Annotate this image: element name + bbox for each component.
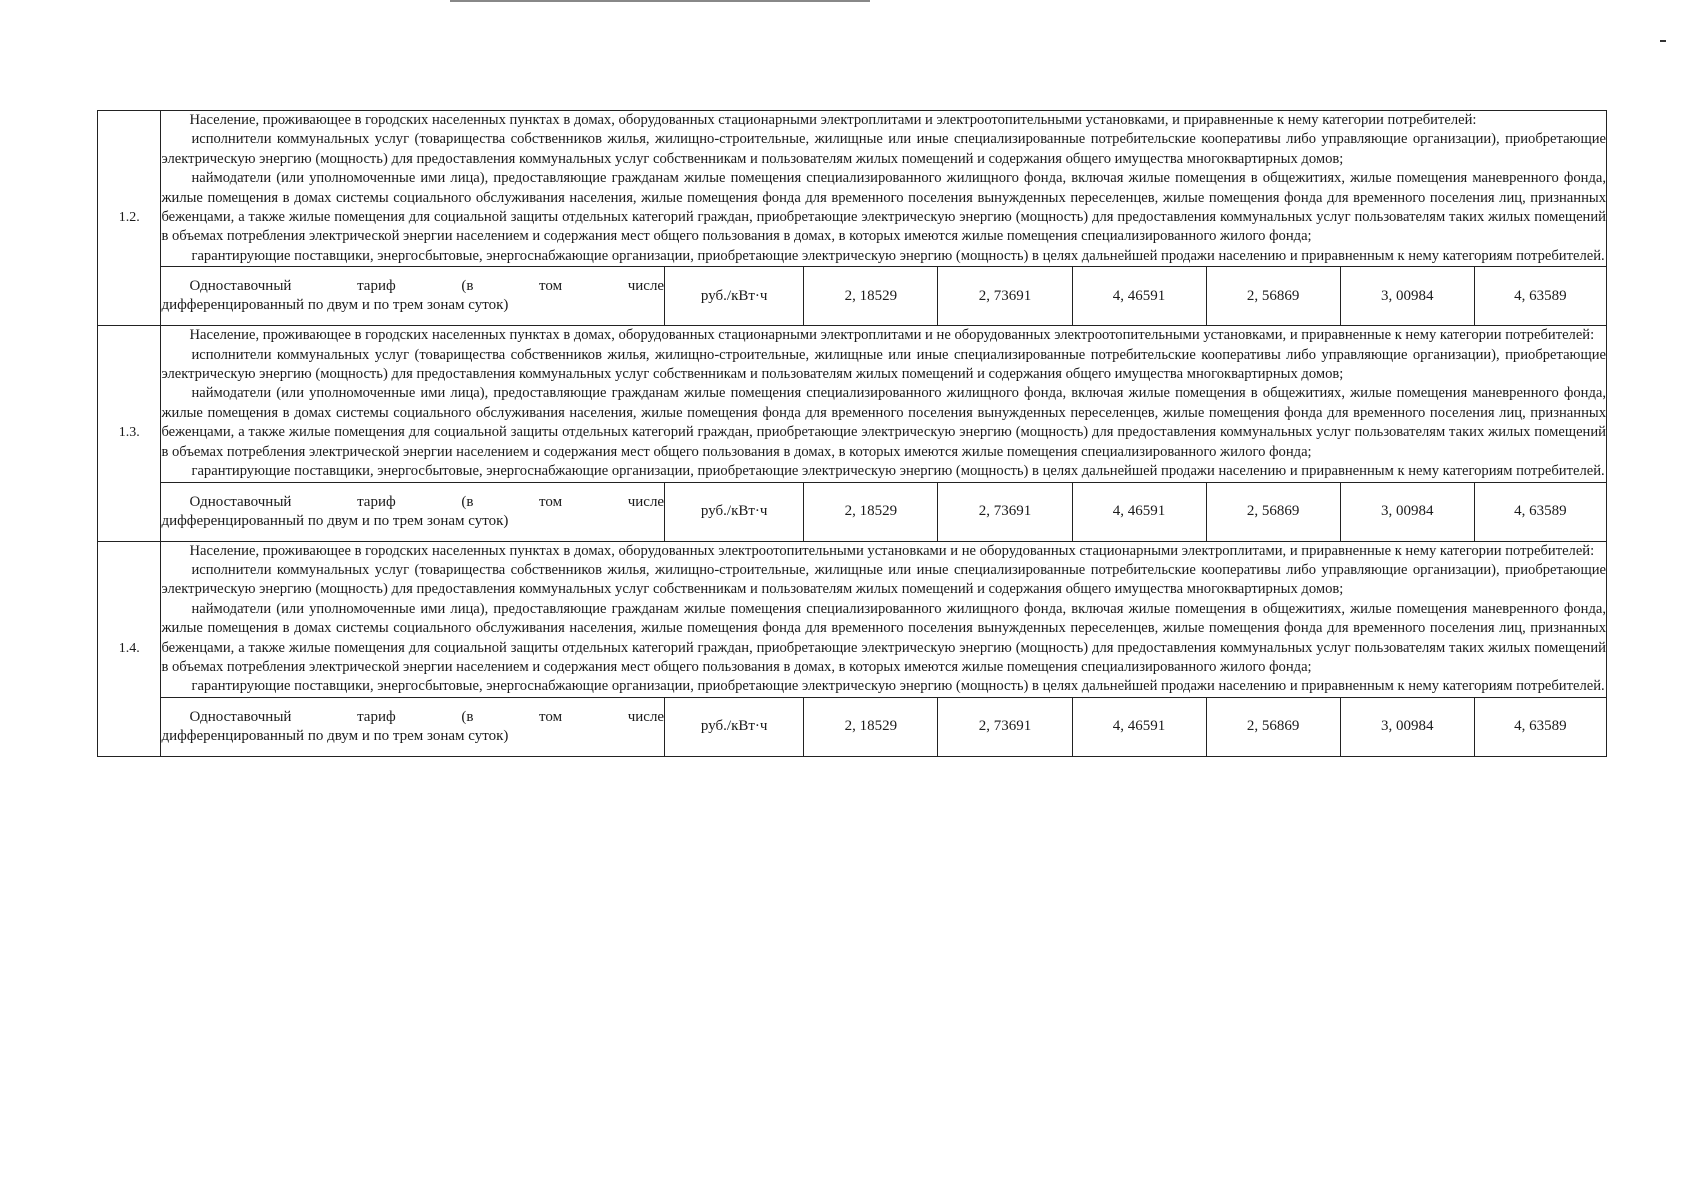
tariff-value: 4, 63589 xyxy=(1474,697,1606,756)
section-number: 1.3. xyxy=(98,326,161,541)
section-number: 1.4. xyxy=(98,541,161,756)
tariff-value: 4, 46591 xyxy=(1072,697,1206,756)
tariff-unit: руб./кВт·ч xyxy=(665,482,804,541)
paragraph: наймодатели (или уполномоченные ими лица), предоставляющие гражданам жилые помещения специализированного жилищного фонда, включая жилые помещения в общежитиях, жилые помещения маневренного фонда, жилые помещения в домах системы социального обслуживания населения, жилые помещения фонда для временного поселения вынужденных переселенцев, жилые помещения фонда для временного поселения лиц, признанных беженцами, а также жилые помещения для социальной защиты отдельных категорий граждан, приобретающие электрическую энергию (мощность) для предоставления коммунальных услуг пользователям таких жилых помещений в объемах потребления электрической энергии населением и содержания мест общего пользования в домах, в которых имеются жилые помещения специализированного жилого фонда; xyxy=(161,385,1606,460)
tariff-name xyxy=(161,267,665,326)
tariff-unit: руб./кВт·ч xyxy=(665,267,804,326)
tariff-value: 2, 73691 xyxy=(938,697,1072,756)
paragraph: Население, проживающее в городских населенных пунктах в домах, оборудованных стационарными электроплитами и электроотопительными установками, и приравненные к нему категории потребителей: xyxy=(189,112,1477,128)
paragraph: исполнители коммунальных услуг (товарищества собственников жилья, жилищно-строительные, жилищные или иные специализированные потребительские кооперативы либо управляющие организации), приобретающие электрическую энергию (мощность) для предоставления коммунальных услуг собственникам и пользователям жилых помещений и содержания общего имущества многоквартирных домов; xyxy=(161,561,1606,598)
tariff-name-line2: дифференцированный по двум и по трем зонам суток) xyxy=(161,727,509,744)
paragraph: гарантирующие поставщики, энергосбытовые, энергоснабжающие организации, приобретающие электрическую энергию (мощность) в целях дальнейшей продажи населению и приравненным к нему категориям потребителей. xyxy=(191,247,1605,264)
tariff-name-line2: дифференцированный по двум и по трем зонам суток) xyxy=(161,512,509,529)
tariff-value: 2, 18529 xyxy=(804,482,938,541)
tariff-value: 2, 18529 xyxy=(804,267,938,326)
paragraph: наймодатели (или уполномоченные ими лица), предоставляющие гражданам жилые помещения специализированного жилищного фонда, включая жилые помещения в общежитиях, жилые помещения маневренного фонда, жилые помещения в домах системы социального обслуживания населения, жилые помещения фонда для временного поселения вынужденных переселенцев, жилые помещения фонда для временного поселения лиц, признанных беженцами, а также жилые помещения для социальной защиты отдельных категорий граждан, приобретающие электрическую энергию (мощность) для предоставления коммунальных услуг пользователям таких жилых помещений в объемах потребления электрической энергии населением и содержания мест общего пользования в домах, в которых имеются жилые помещения специализированного жилого фонда; xyxy=(161,600,1606,675)
tariff-value: 4, 63589 xyxy=(1474,482,1606,541)
tariff-value: 4, 46591 xyxy=(1072,482,1206,541)
section-row xyxy=(98,111,1607,267)
scan-speck xyxy=(1660,40,1666,42)
tariff-value: 3, 00984 xyxy=(1340,267,1474,326)
paragraph: Население, проживающее в городских населенных пунктах в домах, оборудованных стационарными электроплитами и не оборудованных электроотопительными установками, и приравненные к нему категории потребителей: xyxy=(189,327,1595,344)
section-description xyxy=(161,111,1607,267)
tariff-value: 2, 56869 xyxy=(1206,697,1340,756)
section-description xyxy=(161,541,1607,697)
section-row xyxy=(98,326,1607,482)
tariff-table xyxy=(97,110,1607,757)
paragraph: исполнители коммунальных услуг (товарищества собственников жилья, жилищно-строительные, жилищные или иные специализированные потребительские кооперативы либо управляющие организации), приобретающие электрическую энергию (мощность) для предоставления коммунальных услуг собственникам и пользователям жилых помещений и содержания общего имущества многоквартирных домов; xyxy=(161,131,1606,167)
tariff-name-line1: Одноставочный тариф (в том числе xyxy=(189,278,665,295)
paragraph: наймодатели (или уполномоченные ими лица), предоставляющие гражданам жилые помещения специализированного жилищного фонда, включая жилые помещения в общежитиях, жилые помещения маневренного фонда, жилые помещения в домах системы социального обслуживания населения, жилые помещения фонда для временного поселения вынужденных переселенцев, жилые помещения фонда для временного поселения лиц, признанных беженцами, а также жилые помещения для социальной защиты отдельных категорий граждан, приобретающие электрическую энергию (мощность) для предоставления коммунальных услуг пользователям таких жилых помещений в объемах потребления электрической энергии населением и содержания мест общего пользования в домах, в которых имеются жилые помещения специализированного жилого фонда; xyxy=(161,170,1606,245)
tariff-row xyxy=(98,267,1607,326)
paragraph: исполнители коммунальных услуг (товарищества собственников жилья, жилищно-строительные, жилищные или иные специализированные потребительские кооперативы либо управляющие организации), приобретающие электрическую энергию (мощность) для предоставления коммунальных услуг собственникам и пользователям жилых помещений и содержания общего имущества многоквартирных домов; xyxy=(161,346,1606,383)
paragraph: Население, проживающее в городских населенных пунктах в домах, оборудованных электроотопительными установками и не оборудованных стационарными электроплитами, и приравненные к нему категории потребителей: xyxy=(189,542,1595,559)
tariff-row xyxy=(98,482,1607,541)
tariff-value: 3, 00984 xyxy=(1340,697,1474,756)
tariff-name-line2: дифференцированный по двум и по трем зонам суток) xyxy=(161,297,509,314)
tariff-value: 2, 73691 xyxy=(938,482,1072,541)
tariff-value: 2, 18529 xyxy=(804,697,938,756)
tariff-name-line1: Одноставочный тариф (в том числе xyxy=(189,708,665,725)
section-number: 1.2. xyxy=(98,111,161,326)
tariff-value: 4, 46591 xyxy=(1072,267,1206,326)
tariff-value: 2, 73691 xyxy=(938,267,1072,326)
tariff-value: 2, 56869 xyxy=(1206,482,1340,541)
tariff-value: 3, 00984 xyxy=(1340,482,1474,541)
paragraph: гарантирующие поставщики, энергосбытовые, энергоснабжающие организации, приобретающие электрическую энергию (мощность) в целях дальнейшей продажи населению и приравненным к нему категориям потребителей. xyxy=(191,678,1605,695)
scan-top-edge xyxy=(450,0,870,2)
tariff-name xyxy=(161,697,665,756)
tariff-row xyxy=(98,697,1607,756)
tariff-name xyxy=(161,482,665,541)
paragraph: гарантирующие поставщики, энергосбытовые, энергоснабжающие организации, приобретающие электрическую энергию (мощность) в целях дальнейшей продажи населению и приравненным к нему категориям потребителей. xyxy=(191,463,1605,480)
section-description xyxy=(161,326,1607,482)
tariff-value: 2, 56869 xyxy=(1206,267,1340,326)
section-row xyxy=(98,541,1607,697)
tariff-value: 4, 63589 xyxy=(1474,267,1606,326)
tariff-unit: руб./кВт·ч xyxy=(665,697,804,756)
tariff-name-line1: Одноставочный тариф (в том числе xyxy=(189,493,665,510)
